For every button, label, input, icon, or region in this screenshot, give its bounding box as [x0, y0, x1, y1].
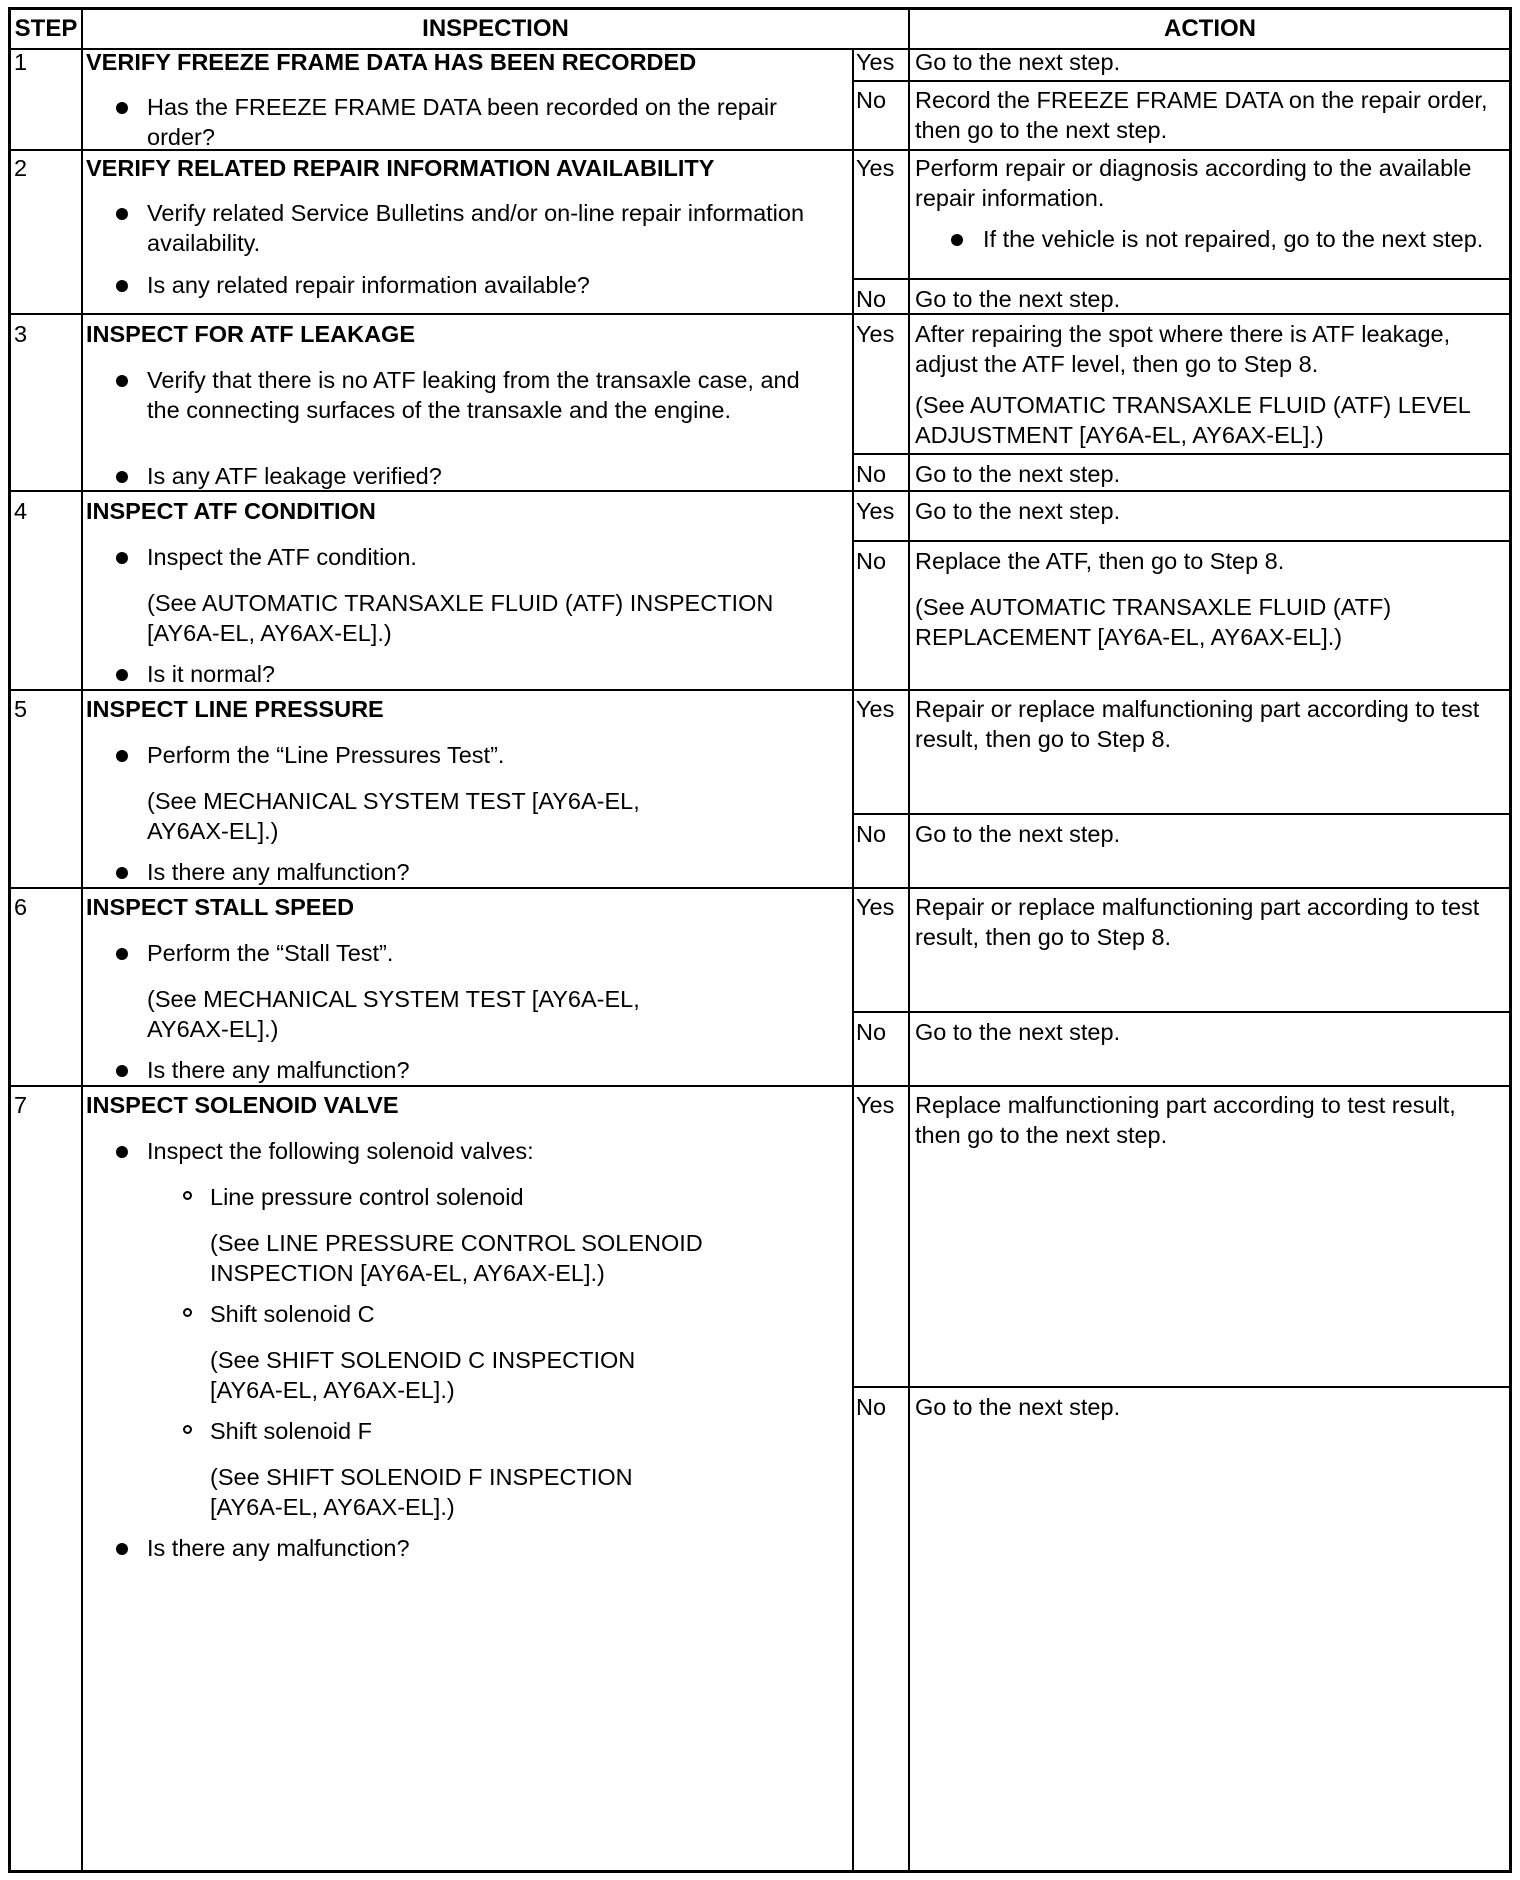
solenoid-reference: (See LINE PRESSURE CONTROL SOLENOID INSPECTION [AY6A-EL, AY6AX-EL].): [210, 1230, 703, 1286]
no-label: No: [856, 1394, 887, 1420]
inspection-item: Is any ATF leakage verified?: [147, 463, 442, 489]
yes-label: Yes: [856, 155, 895, 181]
yes-label: Yes: [856, 49, 895, 75]
inspection-reference: (See MECHANICAL SYSTEM TEST [AY6A-EL, AY6AX-EL].): [147, 788, 640, 844]
yes-action: Perform repair or diagnosis according to the available repair information.: [915, 155, 1472, 211]
bullet-icon: [116, 1146, 128, 1158]
yes-label: Yes: [856, 894, 895, 920]
divider-yes-no-column: [852, 50, 854, 1870]
no-action: Go to the next step.: [915, 1019, 1121, 1045]
step-number: 4: [14, 498, 28, 524]
inspection-item: Is there any malfunction?: [147, 1057, 410, 1083]
inspection-item: Verify that there is no ATF leaking from the transaxle case, and the connecting surfaces of the transaxle and the engine.: [147, 367, 800, 423]
step-number: 3: [14, 321, 28, 347]
bullet-icon: [116, 552, 128, 564]
bullet-icon: [116, 280, 128, 292]
bullet-icon: [116, 1065, 128, 1077]
yes-no-divider: [852, 813, 1509, 815]
solenoid-item: Shift solenoid C: [210, 1301, 375, 1327]
step-number: 6: [14, 894, 28, 920]
sub-bullet-icon: [183, 1425, 192, 1434]
yes-no-divider: [852, 1011, 1509, 1013]
inspection-reference: (See AUTOMATIC TRANSAXLE FLUID (ATF) INSPECTION [AY6A-EL, AY6AX-EL].): [147, 590, 774, 646]
step-title: VERIFY FREEZE FRAME DATA HAS BEEN RECORDED: [86, 49, 697, 75]
yes-action: Go to the next step.: [915, 498, 1121, 524]
yes-label: Yes: [856, 696, 895, 722]
yes-no-divider: [852, 453, 1509, 455]
bullet-icon: [116, 867, 128, 879]
yes-label: Yes: [856, 498, 895, 524]
bullet-icon: [116, 208, 128, 220]
no-action: Go to the next step.: [915, 286, 1121, 312]
no-action-reference: (See AUTOMATIC TRANSAXLE FLUID (ATF) REPLACEMENT [AY6A-EL, AY6AX-EL].): [915, 594, 1392, 650]
bullet-icon: [116, 102, 128, 114]
inspection-item: Inspect the ATF condition.: [147, 544, 417, 570]
bullet-icon: [951, 234, 963, 246]
yes-label: Yes: [856, 1092, 895, 1118]
header-action: ACTION: [910, 10, 1510, 50]
no-label: No: [856, 461, 887, 487]
yes-action: After repairing the spot where there is ATF leakage, adjust the ATF level, then go to Step 8.: [915, 321, 1451, 377]
inspection-item: Perform the “Line Pressures Test”.: [147, 742, 505, 768]
no-action: Go to the next step.: [915, 821, 1121, 847]
step-title: INSPECT SOLENOID VALVE: [86, 1092, 399, 1118]
row-divider: [11, 689, 1509, 691]
no-action: Go to the next step.: [915, 1394, 1121, 1420]
no-label: No: [856, 87, 887, 113]
no-action: Replace the ATF, then go to Step 8.: [915, 548, 1285, 574]
yes-no-divider: [852, 540, 1509, 542]
yes-no-divider: [852, 1386, 1509, 1388]
divider-step-column: [81, 10, 83, 1870]
step-title: INSPECT STALL SPEED: [86, 894, 355, 920]
bullet-icon: [116, 1543, 128, 1555]
step-number: 1: [14, 49, 28, 75]
yes-action-reference: (See AUTOMATIC TRANSAXLE FLUID (ATF) LEVEL ADJUSTMENT [AY6A-EL, AY6AX-EL].): [915, 392, 1470, 448]
inspection-reference: (See MECHANICAL SYSTEM TEST [AY6A-EL, AY6AX-EL].): [147, 986, 640, 1042]
yes-no-divider: [852, 278, 1509, 280]
solenoid-reference: (See SHIFT SOLENOID C INSPECTION [AY6A-EL, AY6AX-EL].): [210, 1347, 636, 1403]
yes-label: Yes: [856, 321, 895, 347]
inspection-item: Has the FREEZE FRAME DATA been recorded on the repair order?: [147, 94, 777, 150]
bullet-icon: [116, 471, 128, 483]
yes-no-divider: [852, 80, 1509, 82]
header-inspection: INSPECTION: [81, 10, 910, 50]
inspection-item: Is it normal?: [147, 661, 275, 687]
sub-bullet-icon: [183, 1308, 192, 1317]
no-label: No: [856, 286, 887, 312]
no-label: No: [856, 821, 887, 847]
row-divider: [11, 1085, 1509, 1087]
bullet-icon: [116, 669, 128, 681]
bullet-icon: [116, 948, 128, 960]
step-number: 5: [14, 696, 28, 722]
inspection-item: Perform the “Stall Test”.: [147, 940, 394, 966]
yes-action: Repair or replace malfunctioning part according to test result, then go to Step 8.: [915, 894, 1480, 950]
inspection-item: Verify related Service Bulletins and/or on-line repair information availability.: [147, 200, 805, 256]
bullet-icon: [116, 750, 128, 762]
step-title: INSPECT ATF CONDITION: [86, 498, 376, 524]
no-action: Record the FREEZE FRAME DATA on the repair order, then go to the next step.: [915, 87, 1488, 143]
step-title: VERIFY RELATED REPAIR INFORMATION AVAILABILITY: [86, 155, 715, 181]
inspection-item: Is there any malfunction?: [147, 859, 410, 885]
yes-action: Replace malfunctioning part according to test result, then go to the next step.: [915, 1092, 1456, 1148]
solenoid-reference: (See SHIFT SOLENOID F INSPECTION [AY6A-EL, AY6AX-EL].): [210, 1464, 633, 1520]
row-divider: [11, 887, 1509, 889]
step-title: INSPECT LINE PRESSURE: [86, 696, 384, 722]
inspection-item: Is any related repair information available?: [147, 272, 590, 298]
inspection-item: Inspect the following solenoid valves:: [147, 1138, 534, 1164]
step-number: 7: [14, 1092, 28, 1118]
no-action: Go to the next step.: [915, 461, 1121, 487]
diagnostic-procedure-table: [8, 7, 1512, 1873]
step-number: 2: [14, 155, 28, 181]
solenoid-item: Line pressure control solenoid: [210, 1184, 524, 1210]
no-label: No: [856, 1019, 887, 1045]
divider-action-column: [908, 10, 910, 1870]
header-step: STEP: [11, 10, 81, 50]
inspection-item: Is there any malfunction?: [147, 1535, 410, 1561]
step-title: INSPECT FOR ATF LEAKAGE: [86, 321, 415, 347]
yes-action: Go to the next step.: [915, 49, 1121, 75]
yes-action: Repair or replace malfunctioning part according to test result, then go to Step 8.: [915, 696, 1480, 752]
yes-action-sub: If the vehicle is not repaired, go to the next step.: [983, 226, 1484, 252]
sub-bullet-icon: [183, 1191, 192, 1200]
solenoid-item: Shift solenoid F: [210, 1418, 372, 1444]
no-label: No: [856, 548, 887, 574]
bullet-icon: [116, 375, 128, 387]
